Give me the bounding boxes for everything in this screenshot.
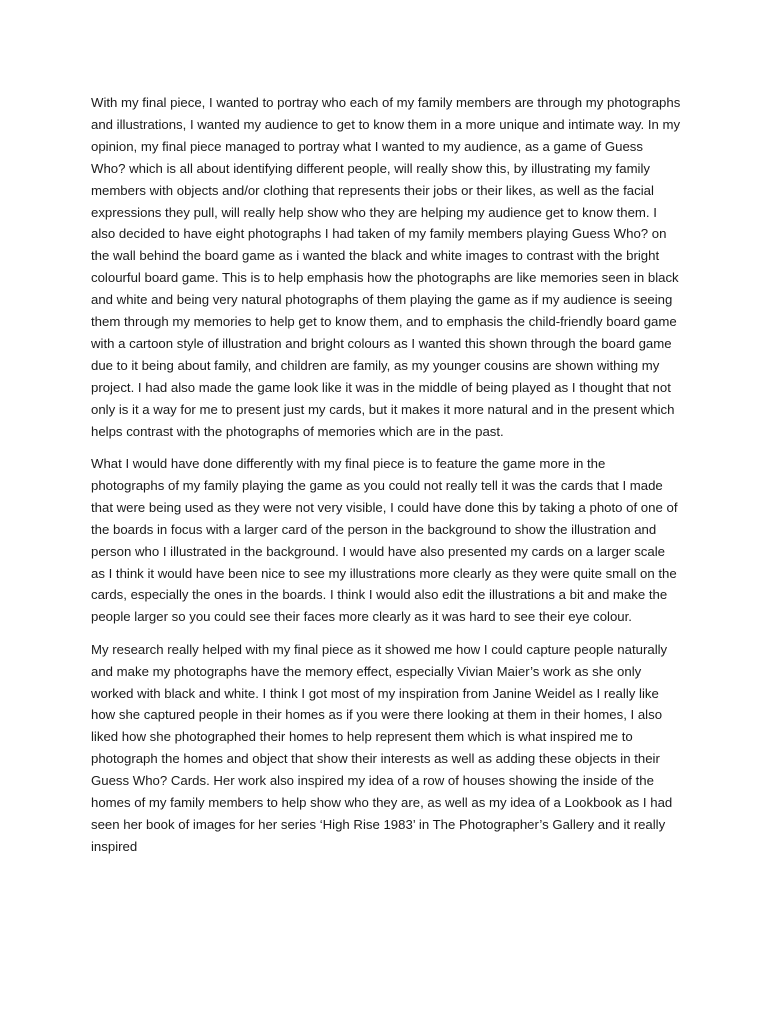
document-body [91, 92, 681, 868]
paragraph-final-piece-intent: With my final piece, I wanted to portray who each of my family members are through my photographs and illustrations, I wanted my audience to get to know them in a more unique and intimate way. In my opinion, my final piece managed to portray what I wanted to my audience, as a game of Guess Who? which is all about identifying different people, will really show this, by illustrating my family members with objects and/or clothing that represents their jobs or their likes, as well as the facial expressions they pull, will really help show who they are helping my audience get to know them. I also decided to have eight photographs I had taken of my family members playing Guess Who? on the wall behind the board game as i wanted the black and white images to contrast with the bright colourful board game. This is to help emphasis how the photographs are like memories seen in black and white and being very natural photographs of them playing the game as if my audience is seeing them through my memories to help get to know them, and to emphasis the child-friendly board game with a cartoon style of illustration and bright colours as I wanted this shown through the board game due to it being about family, and children are family, as my younger cousins are shown withing my project. I had also made the game look like it was in the middle of being played as I thought that not only is it a way for me to present just my cards, but it makes it more natural and in the present which helps contrast with the photographs of memories which are in the past. [91, 95, 681, 439]
paragraph-research: My research really helped with my final piece as it showed me how I could capture people naturally and make my photographs have the memory effect, especially Vivian Maier’s work as she only worked with black and white. I think I got most of my inspiration from Janine Weidel as I really like how she captured people in their homes as if you were there looking at them in their homes, I also liked how she photographed their homes to help represent them which is what inspired me to photograph the homes and object that show their interests as well as adding these objects in their Guess Who? Cards. Her work also inspired my idea of a row of houses showing the inside of the homes of my family members to help show who they are, as well as my idea of a Lookbook as I had seen her book of images for her series ‘High Rise 1983’ in The Photographer’s Gallery and it really inspired [91, 641, 673, 854]
paragraph-improvements: What I would have done differently with my final piece is to feature the game more in the photographs of my family playing the game as you could not really tell it was the cards that I made that were being used as they were not very visible, I could have done this by taking a photo of one of the boards in focus with a larger card of the person in the background to show the illustration and person who I illustrated in the background. I would have also presented my cards on a larger scale as I think it would have been nice to see my illustrations more clearly as they were quite small on the cards, especially the ones in the boards. I think I would also edit the illustrations a bit and make the people larger so you could see their faces more clearly as it was hard to see their eye colour. [91, 456, 678, 625]
